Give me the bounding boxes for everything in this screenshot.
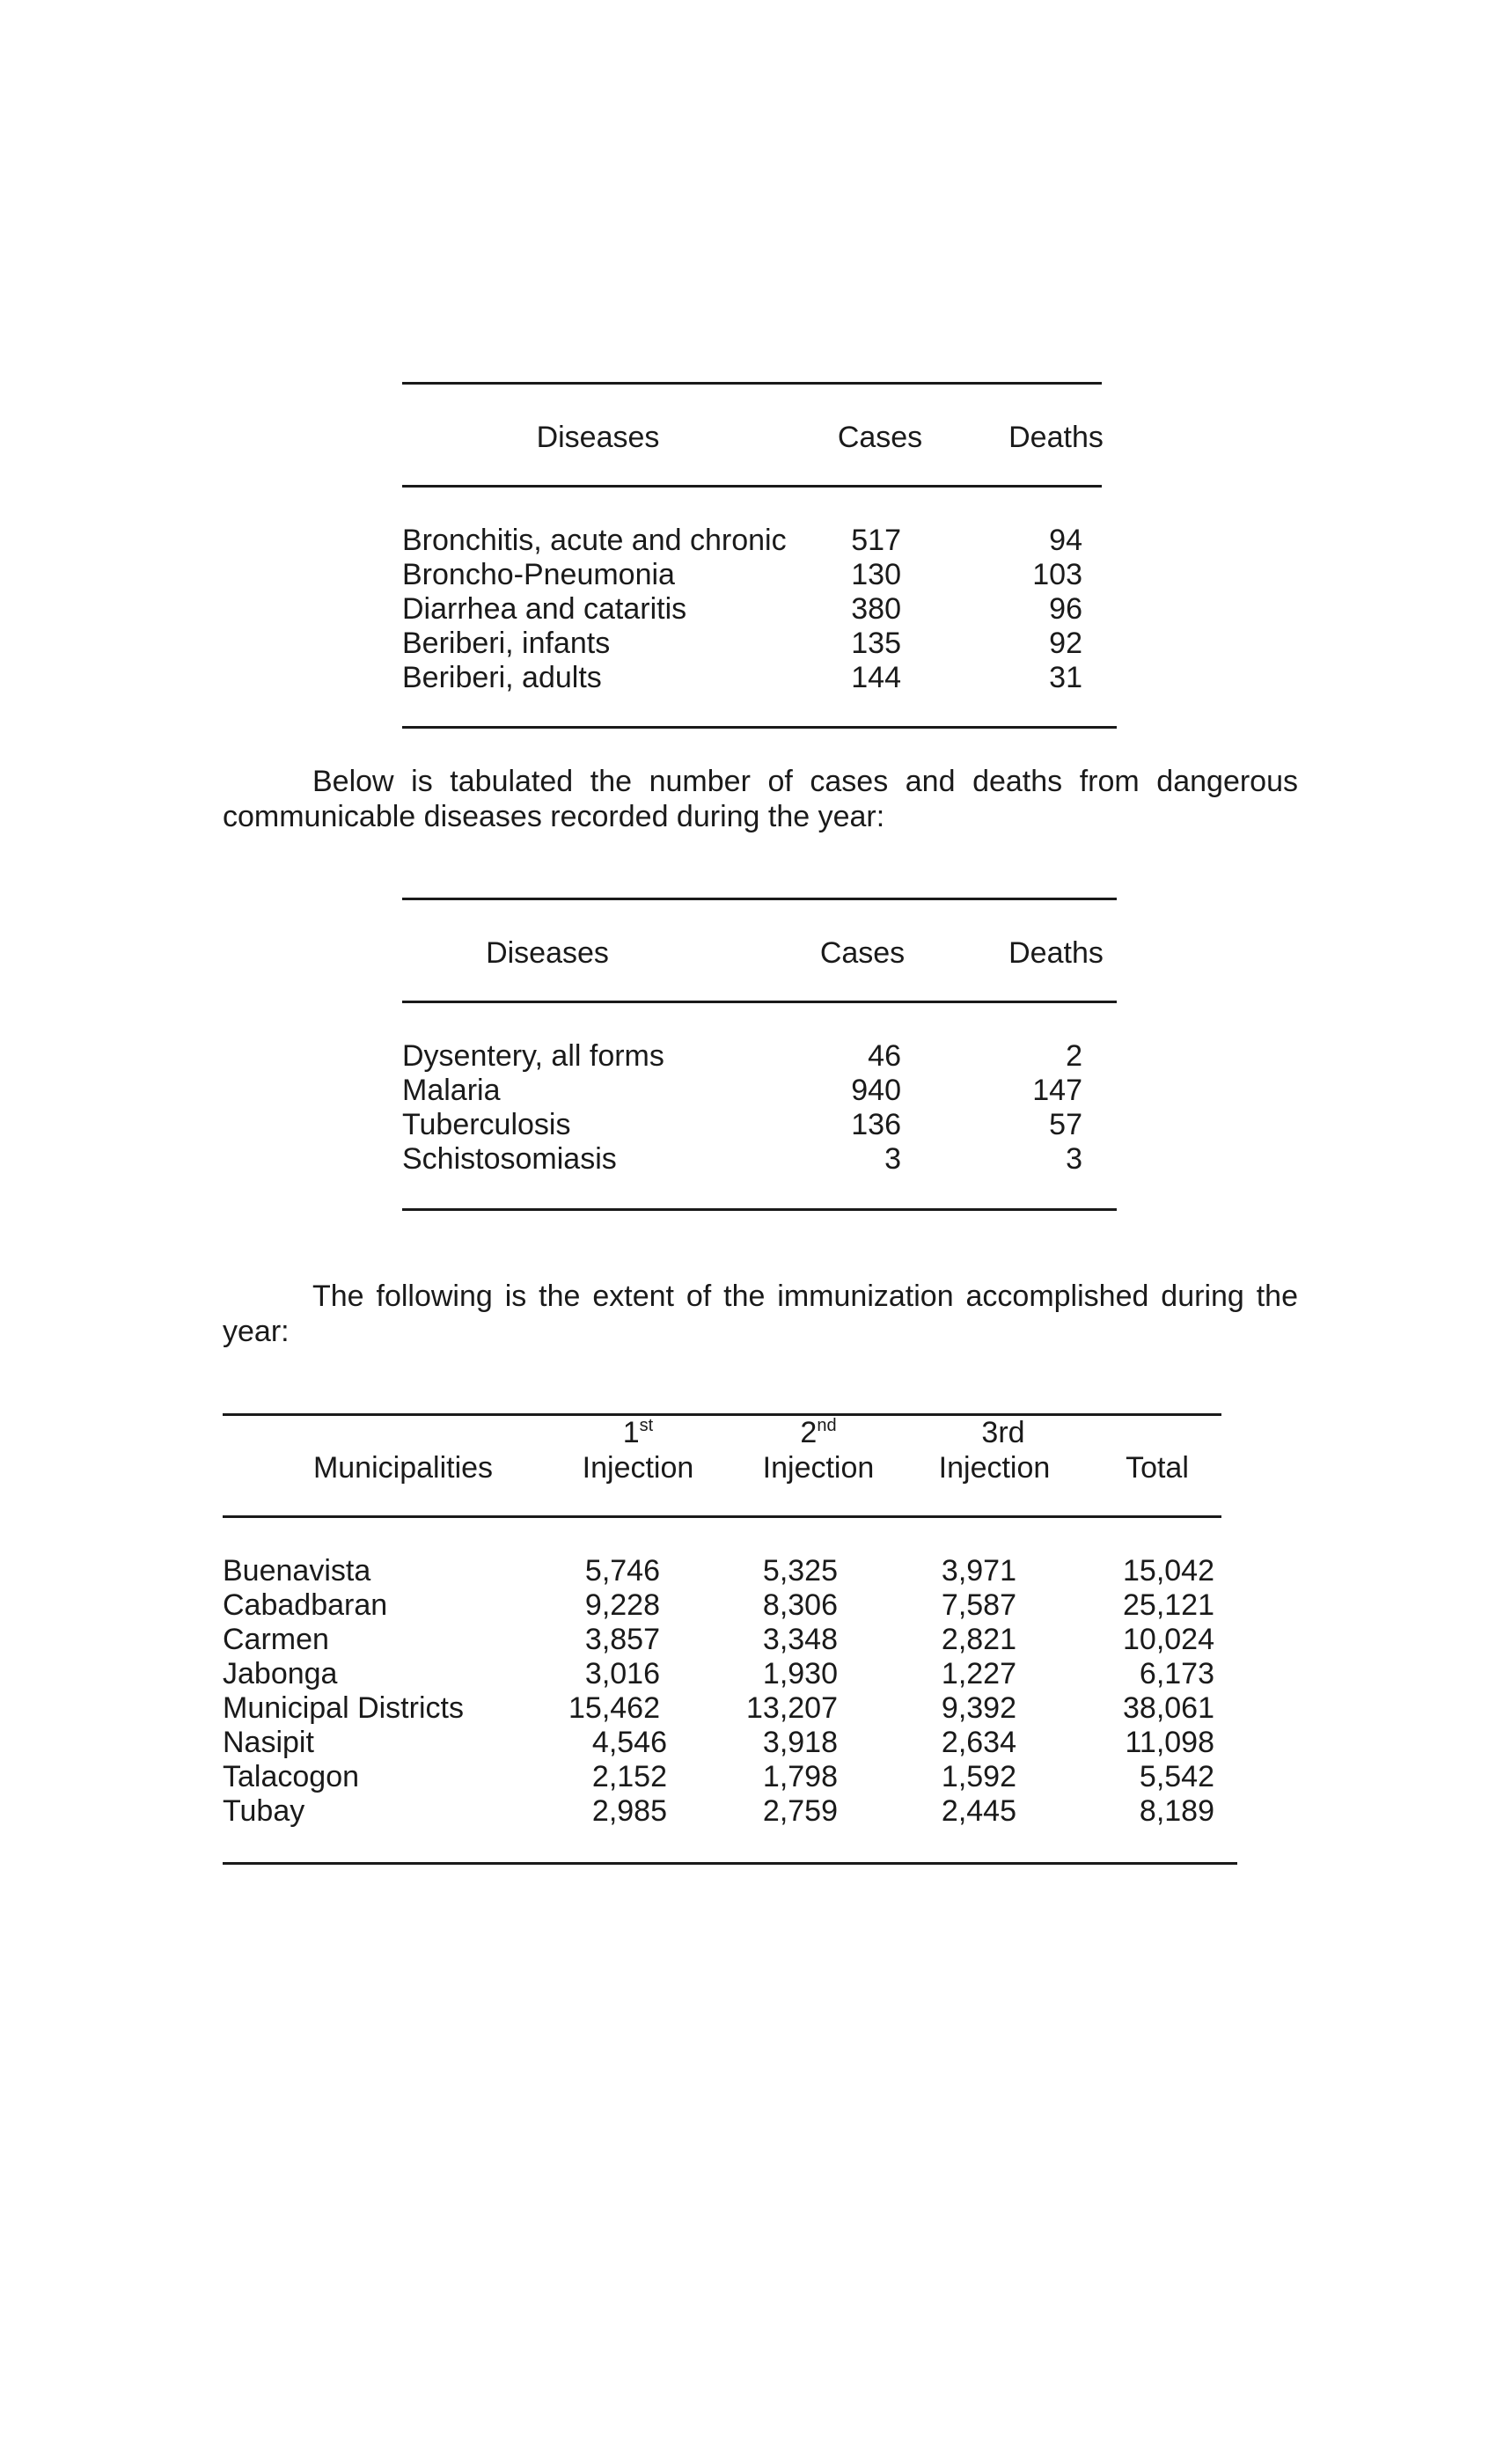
disease-name: Bronchitis, acute and chronic	[402, 524, 787, 557]
cases-value: 3	[884, 1142, 901, 1176]
column-header-second-injection: Injection	[762, 1451, 875, 1485]
disease-name: Tuberculosis	[402, 1108, 571, 1141]
third-injection-value: 1,227	[941, 1657, 1016, 1690]
header-third-injection-ordinal: 3rd	[981, 1416, 1025, 1449]
second-injection-value: 2,759	[762, 1794, 838, 1828]
cases-value: 940	[851, 1074, 901, 1107]
first-injection-value: 4,546	[591, 1726, 667, 1759]
municipality-name: Municipal Districts	[223, 1691, 464, 1725]
paragraph-text: Below is tabulated the number of cases and deaths from dangerous communicable diseases recorded during the year:	[223, 765, 1298, 833]
column-header-cases: Cases	[819, 936, 906, 970]
deaths-value: 57	[1049, 1108, 1082, 1141]
disease-name: Broncho-Pneumonia	[402, 558, 675, 591]
disease-name: Schistosomiasis	[402, 1142, 617, 1176]
column-header-third-injection: Injection	[938, 1451, 1051, 1485]
column-header-diseases: Diseases	[486, 936, 609, 970]
third-injection-value: 3,971	[941, 1554, 1016, 1588]
cases-value: 380	[851, 592, 901, 626]
second-injection-value: 5,325	[762, 1554, 838, 1588]
deaths-value: 92	[1049, 627, 1082, 660]
header-second-injection-ordinal: 2nd	[800, 1416, 837, 1449]
second-injection-value: 3,918	[762, 1726, 838, 1759]
total-value: 38,061	[1123, 1691, 1214, 1725]
header-first-injection-ordinal: 1st	[622, 1416, 654, 1449]
total-value: 15,042	[1123, 1554, 1214, 1588]
column-header-total: Total	[1126, 1451, 1189, 1485]
deaths-value: 3	[1066, 1142, 1082, 1176]
cases-value: 46	[868, 1039, 901, 1073]
disease-name: Malaria	[402, 1074, 501, 1107]
table-row	[0, 1622, 1496, 1657]
column-header-municipalities: Municipalities	[312, 1451, 494, 1485]
second-injection-value: 1,798	[762, 1760, 838, 1793]
column-header-cases: Cases	[837, 421, 923, 454]
disease-name: Beriberi, infants	[402, 627, 611, 660]
second-injection-value: 3,348	[762, 1623, 838, 1656]
cases-value: 136	[851, 1108, 901, 1141]
first-injection-value: 5,746	[584, 1554, 660, 1588]
deaths-value: 96	[1049, 592, 1082, 626]
table-row	[0, 1553, 1496, 1588]
total-value: 5,542	[1139, 1760, 1214, 1793]
third-injection-value: 1,592	[941, 1760, 1016, 1793]
third-injection-value: 2,634	[941, 1726, 1016, 1759]
deaths-value: 2	[1066, 1039, 1082, 1073]
first-injection-value: 3,016	[584, 1657, 660, 1690]
cases-value: 517	[851, 524, 901, 557]
third-injection-value: 2,821	[941, 1623, 1016, 1656]
column-header-first-injection: Injection	[582, 1451, 694, 1485]
second-injection-value: 13,207	[746, 1691, 838, 1725]
table-row	[0, 1656, 1496, 1691]
third-injection-value: 2,445	[941, 1794, 1016, 1828]
table-rule-bottom	[223, 1862, 1237, 1865]
second-injection-value: 1,930	[762, 1657, 838, 1690]
disease-name: Dysentery, all forms	[402, 1039, 664, 1073]
municipality-name: Jabonga	[223, 1657, 338, 1690]
table-row	[0, 1725, 1496, 1760]
paragraph-text: The following is the extent of the immunization accomplished during the year:	[223, 1280, 1298, 1348]
table-row	[0, 1690, 1496, 1726]
first-injection-value: 2,985	[591, 1794, 667, 1828]
first-injection-value: 9,228	[584, 1588, 660, 1622]
municipality-name: Cabadbaran	[223, 1588, 388, 1622]
third-injection-value: 9,392	[941, 1691, 1016, 1725]
total-value: 11,098	[1125, 1726, 1214, 1759]
table-row	[0, 1588, 1496, 1623]
first-injection-value: 3,857	[584, 1623, 660, 1656]
deaths-value: 31	[1049, 661, 1082, 694]
first-injection-value: 2,152	[591, 1760, 667, 1793]
table-row	[0, 1793, 1496, 1829]
cases-value: 130	[851, 558, 901, 591]
disease-name: Diarrhea and cataritis	[402, 592, 687, 626]
disease-name: Beriberi, adults	[402, 661, 602, 694]
table-row	[0, 1759, 1496, 1794]
municipality-name: Tubay	[223, 1794, 305, 1828]
municipality-name: Carmen	[223, 1623, 329, 1656]
second-injection-value: 8,306	[762, 1588, 838, 1622]
deaths-value: 94	[1049, 524, 1082, 557]
municipality-name: Talacogon	[223, 1760, 360, 1793]
first-injection-value: 15,462	[568, 1691, 660, 1725]
cases-value: 135	[851, 627, 901, 660]
third-injection-value: 7,587	[941, 1588, 1016, 1622]
column-header-deaths: Deaths	[1008, 936, 1104, 970]
cases-value: 144	[851, 661, 901, 694]
column-header-deaths: Deaths	[1008, 421, 1104, 454]
total-value: 8,189	[1139, 1794, 1214, 1828]
table-rule-header	[223, 1515, 1221, 1518]
deaths-value: 103	[1032, 558, 1082, 591]
municipality-name: Buenavista	[223, 1554, 371, 1588]
total-value: 6,173	[1139, 1657, 1214, 1690]
total-value: 10,024	[1123, 1623, 1214, 1656]
column-header-diseases: Diseases	[536, 421, 660, 454]
municipality-name: Nasipit	[223, 1726, 314, 1759]
total-value: 25,121	[1123, 1588, 1214, 1622]
deaths-value: 147	[1032, 1074, 1082, 1107]
